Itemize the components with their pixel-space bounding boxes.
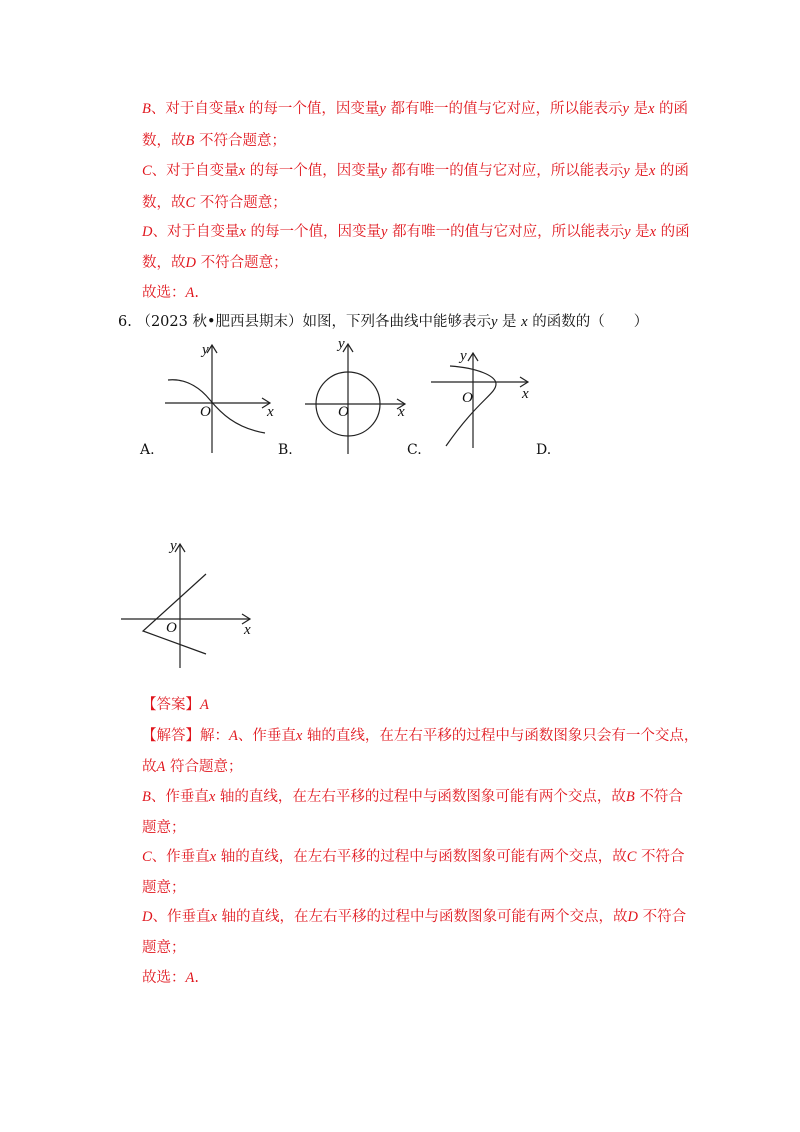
graph-a	[160, 340, 280, 455]
answer-label: 【答案】	[142, 697, 200, 713]
var: y	[381, 224, 388, 240]
text: 是	[628, 101, 648, 117]
text: 的函	[655, 163, 689, 179]
text: 的每一个值，因变量	[245, 163, 381, 179]
curve-a	[168, 380, 265, 433]
var: x	[210, 909, 217, 925]
x-label: x	[398, 404, 405, 420]
text: 轴的直线，在左右平移的过程中与函数图象可能有两个交点，故	[216, 909, 628, 925]
text: 数，故	[142, 133, 186, 149]
var: x	[209, 849, 217, 865]
text: 不符合题意；	[194, 133, 286, 149]
var: x	[239, 224, 246, 240]
option-b-label: B.	[278, 442, 293, 458]
option-letter: B	[142, 789, 151, 805]
option-letter: C	[142, 849, 152, 865]
option-letter: D	[627, 909, 639, 925]
option-letter: C	[142, 163, 152, 179]
option-letter: B	[185, 133, 195, 149]
text: 不符合	[636, 849, 685, 865]
prev-solution-line-d	[142, 222, 690, 242]
solution-line-1	[142, 726, 698, 746]
option-a-label: A.	[140, 442, 155, 458]
text: 轴的直线，在左右平移的过程中与函数图象可能有两个交点，故	[215, 789, 626, 805]
option-letter: B	[142, 101, 151, 117]
text: 、对于自变量	[152, 224, 240, 240]
x-label: x	[522, 386, 529, 402]
option-c-label: C.	[407, 442, 422, 458]
var: x	[521, 314, 528, 330]
prev-solution-line-b	[142, 99, 688, 119]
var: y	[624, 224, 631, 240]
prev-solution-choice	[142, 283, 199, 303]
text: 轴的直线，在左右平移的过程中与函数图象可能有两个交点，故	[216, 849, 627, 865]
option-letter: D	[185, 255, 196, 271]
text: 都有唯一的值与它对应，所以能表示	[385, 101, 623, 117]
text: .	[194, 970, 199, 986]
var: y	[379, 101, 386, 117]
solution-line-7	[142, 907, 686, 927]
option-letter: D	[142, 224, 153, 240]
text: 都有唯一的值与它对应，所以能表示	[387, 224, 625, 240]
var: x	[648, 101, 655, 117]
solution-line-2	[142, 757, 242, 777]
text: 、作垂直	[152, 909, 211, 925]
solution-line-8: 题意；	[142, 940, 186, 956]
prev-solution-line-c	[142, 161, 689, 181]
solution-line-3	[142, 787, 683, 807]
text: 、作垂直	[150, 789, 209, 805]
var: x	[238, 163, 246, 179]
graph-c	[428, 348, 538, 453]
answer-letter: A	[185, 970, 195, 986]
text: 的函	[654, 101, 689, 117]
question-text: 是	[497, 314, 522, 330]
text: 故	[142, 759, 157, 775]
text: 轴的直线，在左右平移的过程中与函数图象只会有一个交点，	[302, 728, 699, 744]
origin-label: O	[462, 390, 473, 406]
var: y	[380, 163, 387, 179]
text: 不符合题意；	[195, 195, 287, 211]
solution-choice	[142, 968, 199, 988]
option-letter: C	[185, 195, 196, 211]
var: x	[649, 224, 657, 240]
text: 数，故	[142, 255, 186, 271]
var: x	[648, 163, 656, 179]
text: 符合题意；	[165, 759, 243, 775]
y-label: y	[170, 538, 177, 554]
text: 不符合	[634, 789, 683, 805]
origin-label: O	[338, 404, 349, 420]
var: x	[295, 728, 303, 744]
x-label: x	[244, 622, 251, 638]
text: 、对于自变量	[150, 101, 238, 117]
solution-line-5	[142, 847, 685, 867]
question-text: 的函数的（ ）	[527, 314, 649, 330]
var: x	[237, 101, 245, 117]
var: y	[491, 314, 498, 330]
question-number: 6.	[118, 314, 132, 330]
option-letter: A	[156, 759, 166, 775]
solution-line-4: 题意；	[142, 820, 186, 836]
text: .	[194, 285, 199, 301]
prev-solution-line-c2	[142, 193, 287, 213]
graph-b	[300, 336, 410, 456]
solution-label: 【解答】	[142, 728, 200, 744]
prev-solution-line-b2	[142, 131, 286, 151]
graph-d	[118, 536, 258, 671]
question-text: 如图，下列各曲线中能够表示	[302, 314, 492, 330]
text: 不符合	[638, 909, 687, 925]
text: 、作垂直	[237, 728, 296, 744]
text: 的函	[656, 224, 690, 240]
curve-c	[446, 366, 496, 446]
curve-d	[143, 574, 206, 654]
answer	[142, 695, 209, 715]
text: 数，故	[142, 195, 186, 211]
text: 故选：	[142, 285, 186, 301]
prev-solution-line-d2	[142, 253, 288, 273]
text: 解：	[200, 728, 229, 744]
var: y	[623, 163, 630, 179]
text: 不符合题意；	[195, 255, 288, 271]
origin-label: O	[200, 404, 211, 420]
x-label: x	[267, 404, 274, 420]
option-letter: A	[229, 728, 238, 744]
y-label: y	[460, 348, 467, 364]
option-letter: D	[142, 909, 153, 925]
text: 是	[630, 224, 650, 240]
text: 是	[629, 163, 649, 179]
solution-line-6: 题意；	[142, 880, 186, 896]
origin-label: O	[166, 620, 177, 636]
text: 的每一个值，因变量	[244, 101, 380, 117]
answer-value: A	[200, 697, 209, 713]
option-letter: C	[626, 849, 637, 865]
text: 故选：	[142, 970, 186, 986]
question-source: （2023 秋•肥西县期末）	[136, 314, 303, 330]
y-label: y	[202, 342, 209, 358]
var: y	[622, 101, 629, 117]
y-label: y	[338, 336, 345, 352]
answer-letter: A	[185, 285, 195, 301]
text: 的每一个值，因变量	[245, 224, 382, 240]
text: 、对于自变量	[151, 163, 239, 179]
text: 都有唯一的值与它对应，所以能表示	[386, 163, 624, 179]
option-d-label: D.	[536, 442, 552, 458]
option-letter: B	[625, 789, 635, 805]
text: 、作垂直	[151, 849, 210, 865]
question-6	[118, 312, 648, 332]
var: x	[208, 789, 216, 805]
